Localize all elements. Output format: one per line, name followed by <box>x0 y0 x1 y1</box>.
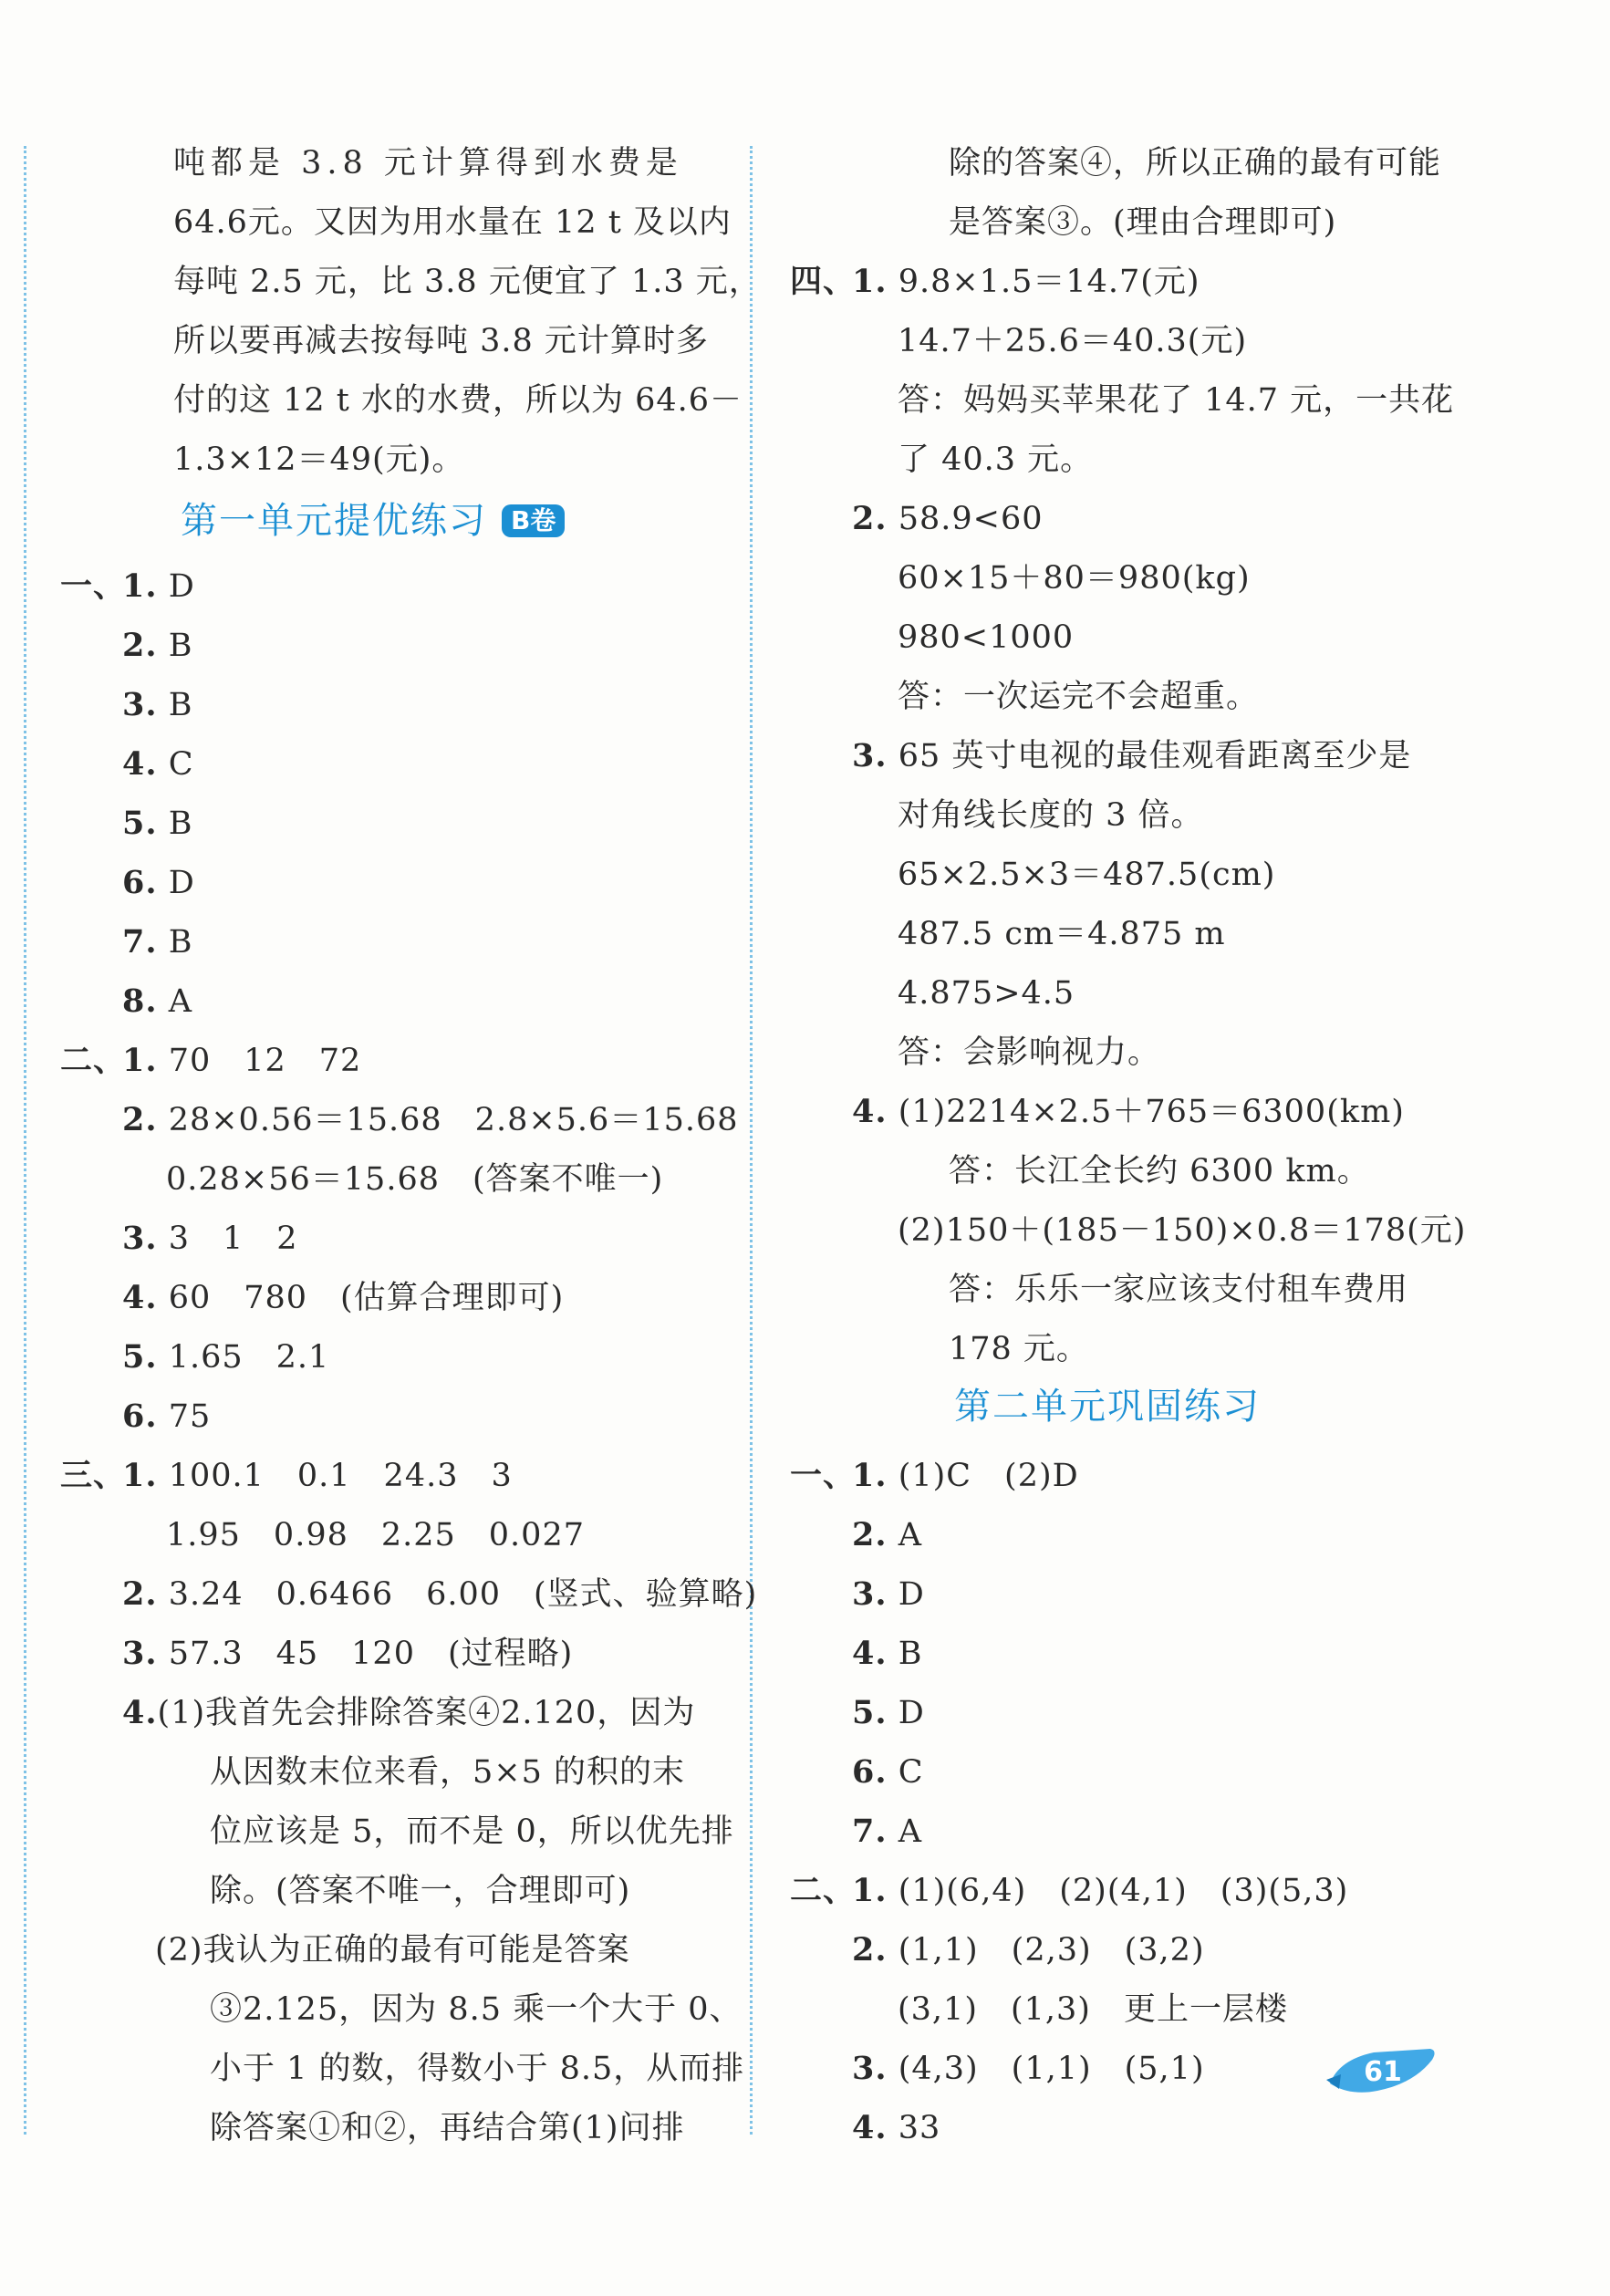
left-carry-line: 每吨 2.5 元，比 3.8 元便宜了 1.3 元， <box>173 264 762 300</box>
item-answer: 1.65 2.1 <box>168 1339 330 1376</box>
answer-continuation: 980<1000 <box>898 619 1075 656</box>
answer-continuation: 除。(答案不唯一，合理即可) <box>210 1873 631 1909</box>
unit1-title-text: 第一单元提优练习 <box>181 500 487 542</box>
unit2-section-one-mark: 一、 <box>790 1457 857 1494</box>
answer-continuation: 14.7＋25.6＝40.3(元) <box>898 323 1248 359</box>
answer-row <box>852 498 1043 540</box>
answer-row <box>852 1811 922 1853</box>
left-margin-divider <box>24 146 26 2135</box>
answer-continuation: 答：长江全长约 6300 km。 <box>949 1153 1370 1190</box>
item-number: 3. <box>852 2050 888 2087</box>
answer-continuation: 178 元。 <box>949 1331 1089 1367</box>
item-number: 1. <box>852 1457 888 1494</box>
answer-row <box>852 2048 1205 2090</box>
item-number: 5. <box>852 1694 888 1731</box>
item-number: 5. <box>122 805 158 842</box>
answer-row <box>852 1633 922 1675</box>
answer-row <box>852 261 1200 303</box>
answer-row <box>122 1396 211 1438</box>
right-carry-line: 是答案③。(理由合理即可) <box>949 204 1337 241</box>
item-number: 1. <box>122 1457 158 1494</box>
answer-row <box>122 1040 361 1082</box>
item-answer: 57.3 45 120 (过程略) <box>168 1636 574 1672</box>
item-answer: 33 <box>898 2110 941 2146</box>
answer-row <box>122 803 192 845</box>
item-number: 2. <box>852 1516 888 1553</box>
item-number: 3. <box>852 737 888 774</box>
item-answer: A <box>898 1813 922 1850</box>
left-carry-line: 所以要再减去按每吨 3.8 元计算时多 <box>173 323 709 359</box>
item-number: 6. <box>122 864 158 901</box>
item-number: 4. <box>122 745 158 783</box>
answer-continuation: 487.5 cm＝4.875 m <box>898 916 1226 952</box>
answer-row <box>122 862 195 904</box>
answer-continuation: 60×15＋80＝980(kg) <box>898 560 1251 597</box>
answer-row <box>122 1099 739 1141</box>
answer-row <box>122 1336 329 1378</box>
item-answer: 58.9<60 <box>898 501 1044 537</box>
section-one-mark: 一、 <box>60 567 127 605</box>
answer-continuation: 答：妈妈买苹果花了 14.7 元，一共花 <box>898 382 1455 419</box>
section-two-mark: 二、 <box>60 1042 127 1079</box>
item-number: 1. <box>122 1042 158 1079</box>
answer-row <box>122 743 193 785</box>
item-answer: B <box>168 805 193 842</box>
item-answer: (4,3) (1,1) (5,1) <box>898 2051 1205 2087</box>
item-answer: (1)C (2)D <box>898 1458 1079 1494</box>
column-divider <box>750 146 753 2135</box>
answer-row <box>852 1514 922 1556</box>
item-number: 2. <box>122 1101 158 1138</box>
item-answer: B <box>168 628 193 664</box>
item-number: 1. <box>122 567 158 605</box>
answer-row <box>852 1751 923 1793</box>
item-number: 2. <box>852 500 888 537</box>
item-number: 4. <box>122 1694 158 1731</box>
item-answer: 70 12 72 <box>168 1043 362 1079</box>
answer-continuation: 答：会影响视力。 <box>898 1034 1161 1071</box>
page-number-badge <box>1323 2043 1441 2098</box>
item-number: 4. <box>852 1093 888 1130</box>
item-answer: A <box>898 1517 922 1553</box>
item-answer: D <box>168 568 195 605</box>
item-number: 6. <box>852 1753 888 1791</box>
answer-continuation: 65×2.5×3＝487.5(cm) <box>898 857 1276 893</box>
answer-continuation: 4.875>4.5 <box>898 975 1075 1012</box>
answer-row <box>122 566 195 608</box>
item-number: 2. <box>122 627 158 664</box>
answer-continuation: 了 40.3 元。 <box>898 442 1094 478</box>
item-answer: D <box>898 1576 925 1613</box>
item-answer: D <box>898 1695 925 1731</box>
item-number: 7. <box>122 923 158 961</box>
item-number: 2. <box>852 1931 888 1969</box>
item-number: 3. <box>852 1575 888 1613</box>
item-answer: (1)2214×2.5＋765＝6300(km) <box>898 1094 1405 1130</box>
unit2-title: 第二单元巩固练习 <box>954 1386 1261 1428</box>
item-number: 8. <box>122 982 158 1020</box>
item-number: 7. <box>852 1813 888 1850</box>
page-number: 61 <box>1364 2056 1402 2088</box>
item-answer: (1,1) (2,3) (3,2) <box>898 1932 1205 1969</box>
answer-row <box>852 1870 1348 1912</box>
item-answer: A <box>168 983 192 1020</box>
answer-row <box>122 1277 564 1319</box>
answer-row <box>122 1218 298 1260</box>
answer-row <box>122 1574 757 1616</box>
answer-row <box>852 735 1411 777</box>
answer-row <box>852 1091 1405 1133</box>
item-number: 4. <box>122 1279 158 1316</box>
item-answer: 3 1 2 <box>168 1221 298 1257</box>
answer-continuation: 对角线长度的 3 倍。 <box>898 797 1204 834</box>
b-paper-badge: B卷 <box>502 504 565 537</box>
answer-row <box>122 921 192 963</box>
answer-row <box>852 1692 925 1734</box>
item-number: 5. <box>122 1338 158 1376</box>
answer-continuation: 答：一次运完不会超重。 <box>898 679 1260 715</box>
answer-continuation: 0.28×56＝15.68 (答案不唯一) <box>166 1161 664 1198</box>
item-number: 1. <box>852 1872 888 1909</box>
section-three-mark: 三、 <box>60 1457 127 1494</box>
answer-row <box>122 1633 573 1675</box>
item-number: 3. <box>122 1220 158 1257</box>
answer-continuation: (2)150＋(185－150)×0.8＝178(元) <box>898 1212 1467 1249</box>
item-number: 2. <box>122 1575 158 1613</box>
item-answer: B <box>168 924 193 961</box>
answer-row <box>122 684 192 726</box>
answer-continuation: 小于 1 的数，得数小于 8.5，从而排 <box>210 2051 745 2087</box>
left-carry-line: 1.3×12＝49(元)。 <box>173 442 465 478</box>
answer-continuation: 答：乐乐一家应该支付租车费用 <box>949 1272 1409 1308</box>
item-number: 6. <box>122 1397 158 1435</box>
answer-continuation: (2)我认为正确的最有可能是答案 <box>155 1932 630 1969</box>
item-answer: B <box>898 1636 923 1672</box>
answer-continuation: 1.95 0.98 2.25 0.027 <box>166 1517 585 1553</box>
item-answer: 65 英寸电视的最佳观看距离至少是 <box>898 738 1412 774</box>
left-carry-line: 64.6元。又因为用水量在 12 t 及以内 <box>173 204 732 241</box>
item-answer: 100.1 0.1 24.3 3 <box>168 1458 513 1494</box>
answer-row <box>122 1692 695 1734</box>
answer-row <box>852 1929 1205 1971</box>
item-number: 4. <box>852 2109 888 2146</box>
answer-continuation: ③2.125，因为 8.5 乘一个大于 0、 <box>210 1991 743 2028</box>
answer-row <box>122 1455 513 1497</box>
item-answer: 60 780 (估算合理即可) <box>168 1280 565 1316</box>
answer-continuation: 位应该是 5，而不是 0，所以优先排 <box>210 1813 734 1850</box>
item-answer: C <box>168 746 194 783</box>
unit2-section-two-mark: 二、 <box>790 1872 857 1909</box>
item-number: 3. <box>122 686 158 723</box>
item-answer: 9.8×1.5＝14.7(元) <box>898 264 1200 300</box>
unit1-title <box>181 497 565 545</box>
item-number: 4. <box>852 1635 888 1672</box>
item-number: 1. <box>852 263 888 300</box>
answer-row <box>122 981 192 1023</box>
left-carry-line: 吨都是 3.8 元计算得到水费是 <box>173 145 683 182</box>
answer-continuation: (3,1) (1,3) 更上一层楼 <box>898 1991 1288 2028</box>
answer-continuation: 除答案①和②，再结合第(1)问排 <box>210 2110 685 2146</box>
item-answer: (1)我首先会排除答案④2.120，因为 <box>157 1695 696 1731</box>
answer-row <box>852 1455 1079 1497</box>
item-answer: D <box>168 865 195 901</box>
answer-row <box>852 2107 940 2149</box>
right-carry-line: 除的答案④，所以正确的最有可能 <box>949 145 1442 182</box>
item-answer: 28×0.56＝15.68 2.8×5.6＝15.68 <box>168 1102 739 1138</box>
item-number: 3. <box>122 1635 158 1672</box>
item-answer: (1)(6,4) (2)(4,1) (3)(5,3) <box>898 1873 1349 1909</box>
item-answer: 75 <box>168 1398 212 1435</box>
answer-continuation: 从因数末位来看，5×5 的积的末 <box>210 1754 685 1791</box>
answer-row <box>122 625 192 667</box>
item-answer: C <box>898 1754 924 1791</box>
item-answer: 3.24 0.6466 6.00 (竖式、验算略) <box>168 1576 758 1613</box>
left-carry-line: 付的这 12 t 水的水费，所以为 64.6－ <box>173 382 743 419</box>
section-four-mark: 四、 <box>790 263 857 300</box>
item-answer: B <box>168 687 193 723</box>
answer-row <box>852 1574 925 1616</box>
